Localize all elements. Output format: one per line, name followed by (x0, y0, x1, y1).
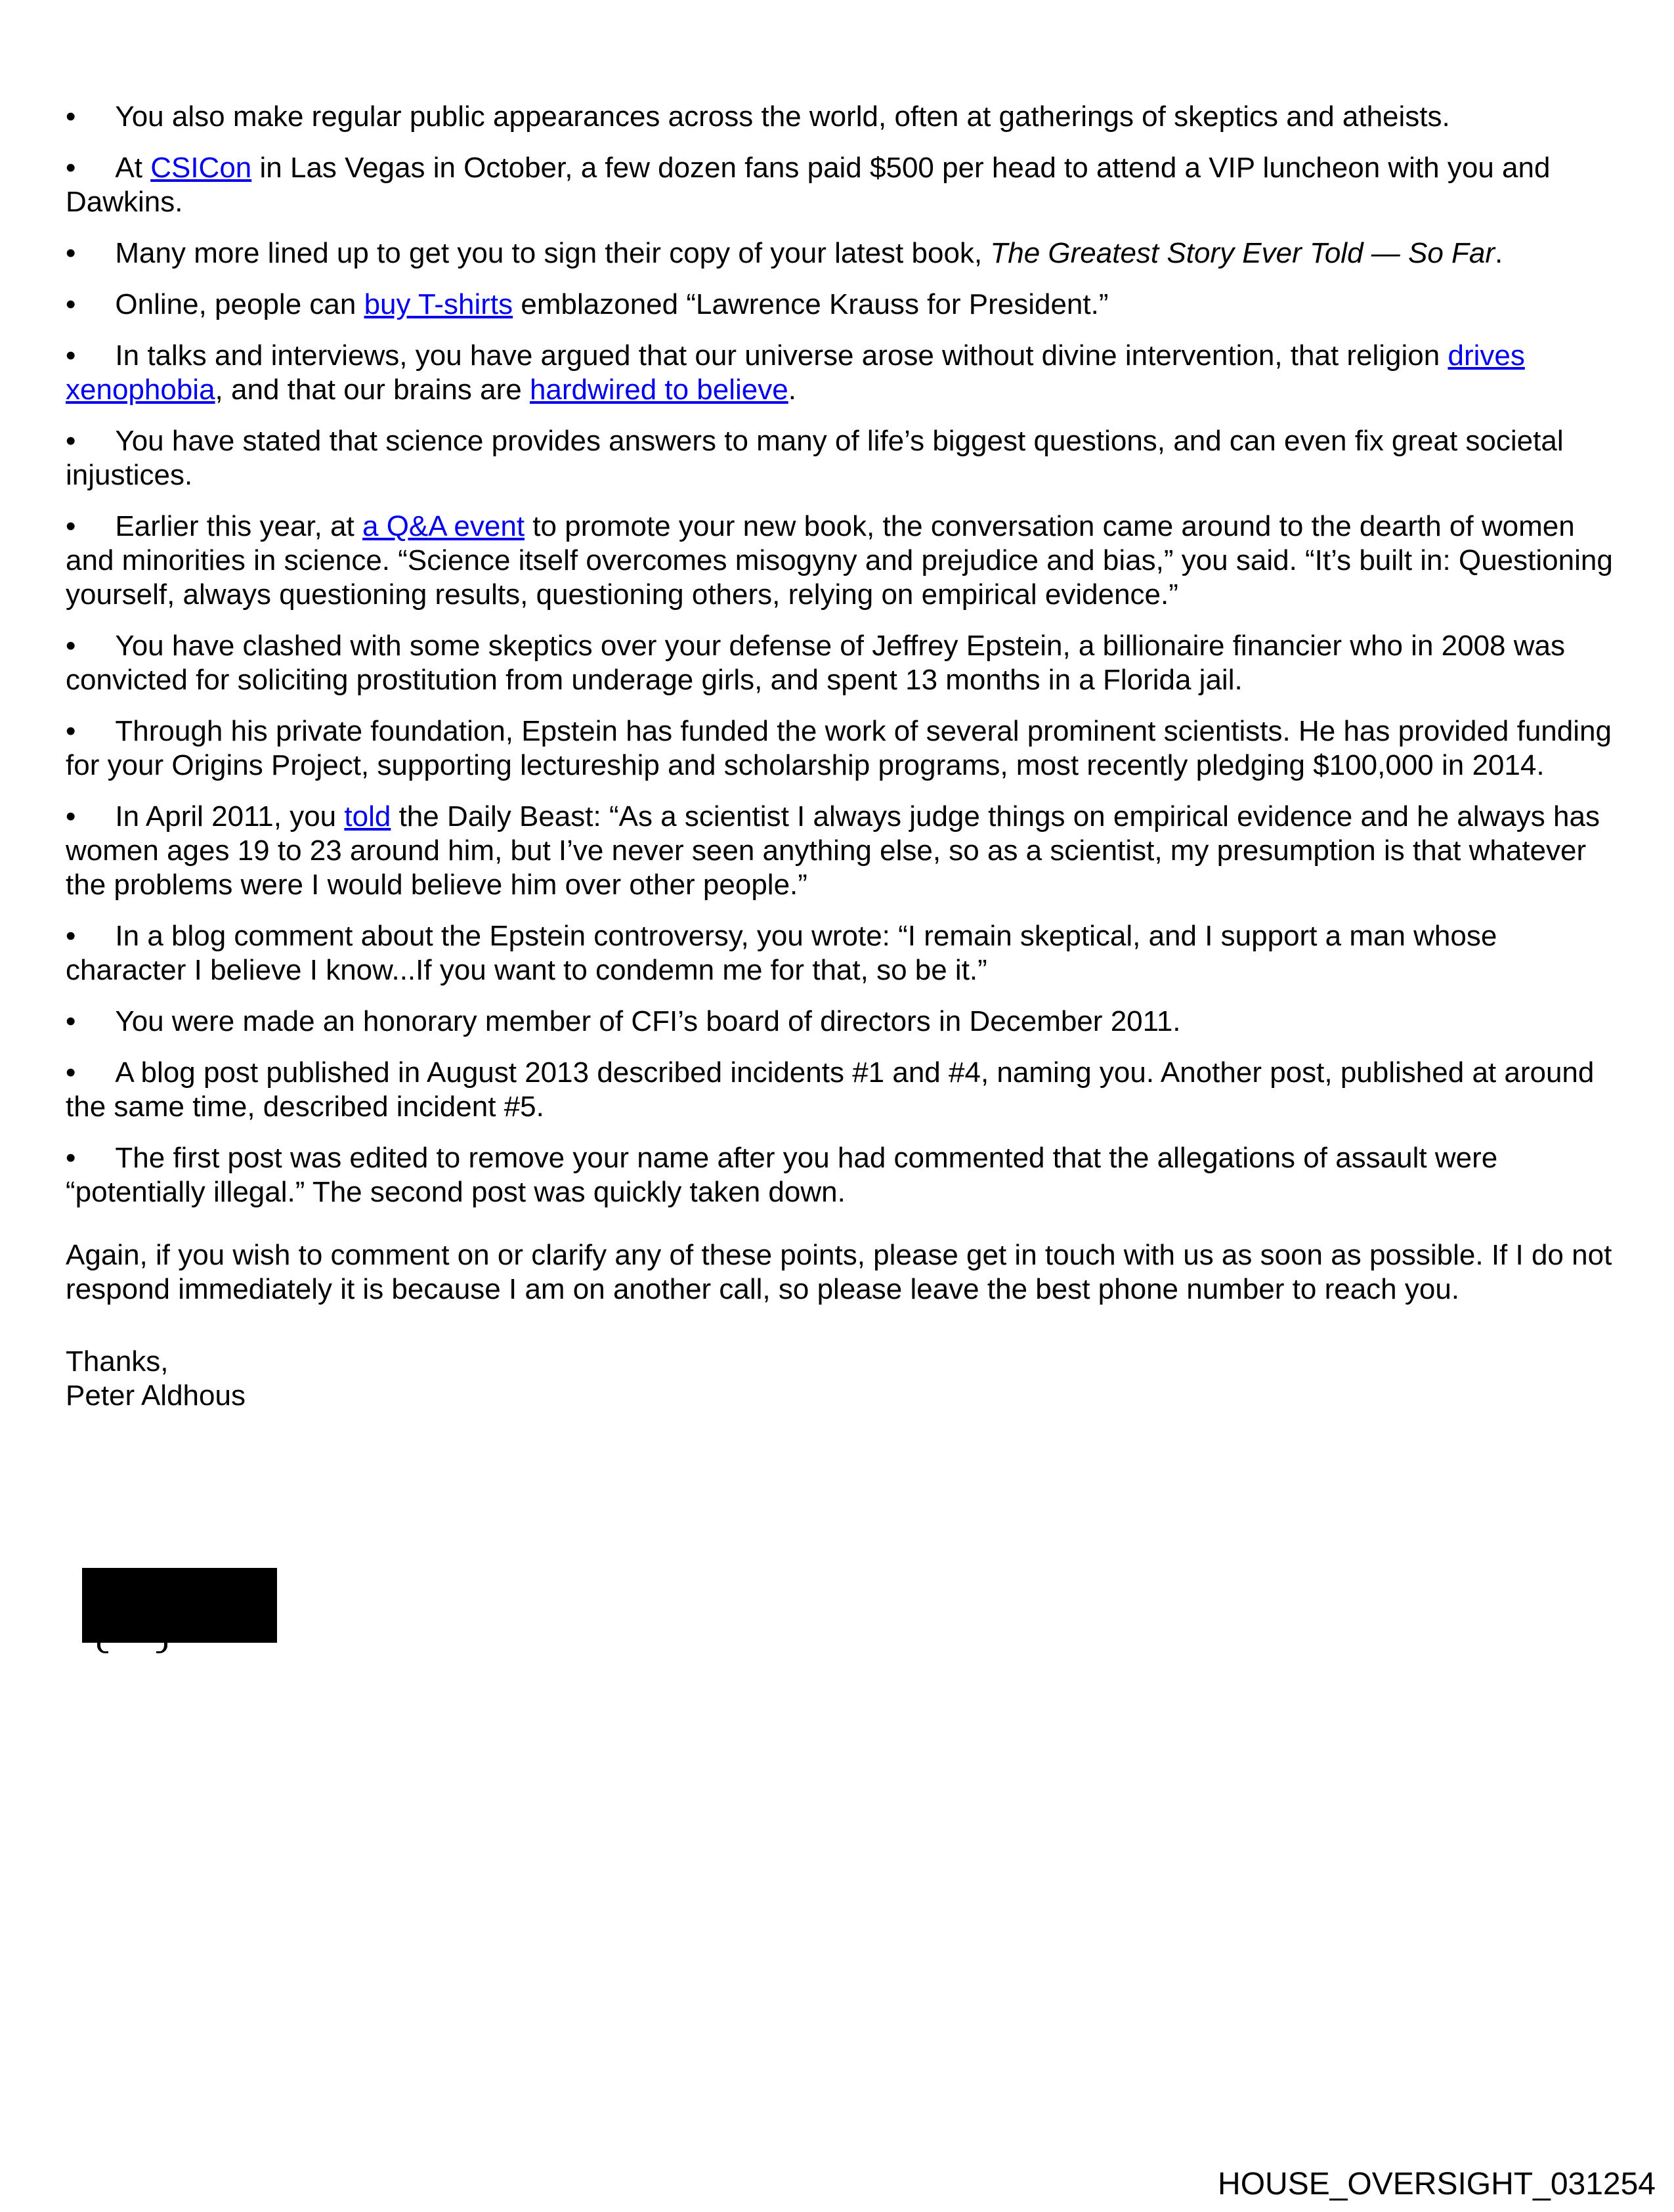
bullet-marker: • (66, 800, 76, 833)
bullet-item (66, 339, 1620, 407)
bullet-text (66, 510, 1613, 611)
bullet-text (66, 920, 1497, 986)
text-run: Through his private foundation, Epstein has funded the work of several prominent scientists. He has provided funding for your Origins Project, supporting lectureship and scholarship programs, most recently pledging $100,000 in 2014. (66, 715, 1612, 781)
text-run: In April 2011, you (115, 800, 345, 833)
bullet-text (66, 425, 1564, 491)
bullet-marker: • (66, 288, 76, 320)
bullet-marker: • (66, 1142, 76, 1174)
text-run: In talks and interviews, you have argued that our universe arose without divine intervention, that religion (115, 339, 1448, 372)
bullet-item (66, 1056, 1620, 1124)
text-run: emblazoned “Lawrence Krauss for President.” (513, 288, 1109, 320)
bullet-text (115, 100, 1449, 133)
link-told[interactable]: told (344, 800, 391, 833)
bullet-marker: • (66, 425, 76, 457)
text-run: . (1495, 237, 1503, 269)
text-run: You have stated that science provides answers to many of life’s biggest questions, and can even fix great societal injustices. (66, 425, 1564, 491)
redacted-phone-paren-right-fragment (156, 1641, 167, 1653)
bullet-text (115, 288, 1108, 320)
bullet-item (66, 288, 1620, 322)
bullet-item (66, 151, 1620, 219)
text-run: The Greatest Story Ever Told — So Far (990, 237, 1495, 269)
bullet-item (66, 714, 1620, 783)
redacted-phone-paren-left-fragment (97, 1641, 108, 1653)
letter-body (66, 100, 1620, 1413)
bullet-marker: • (66, 100, 76, 133)
bullet-marker: • (66, 630, 76, 662)
bullet-marker: • (66, 715, 76, 747)
bullet-text (66, 630, 1565, 696)
text-run: Many more lined up to get you to sign their copy of your latest book, (115, 237, 991, 269)
text-run: in Las Vegas in October, a few dozen fans paid $500 per head to attend a VIP luncheon with you and Dawkins. (66, 152, 1551, 218)
text-run: A blog post published in August 2013 described incidents #1 and #4, naming you. Another post, published at around the same time, described incident #5. (66, 1056, 1595, 1123)
bullet-item (66, 236, 1620, 271)
bullet-marker: • (66, 152, 76, 184)
signoff-thanks: Thanks, (66, 1345, 169, 1377)
signoff-block (66, 1345, 1620, 1413)
bullet-text (115, 237, 1503, 269)
bullet-text (115, 1005, 1180, 1037)
bullet-item (66, 100, 1620, 134)
bullet-item (66, 919, 1620, 987)
text-run: Online, people can (115, 288, 364, 320)
text-run: You have clashed with some skeptics over your defense of Jeffrey Epstein, a billionaire financier who in 2008 was convicted for soliciting prostitution from underage girls, and spent 13 months in a Florida jail. (66, 630, 1565, 696)
link-buy-t-shirts[interactable]: buy T-shirts (364, 288, 513, 320)
text-run: You were made an honorary member of CFI’s board of directors in December 2011. (115, 1005, 1181, 1037)
bullet-text (66, 800, 1600, 901)
redaction-box (82, 1568, 277, 1643)
text-run: At (115, 152, 151, 184)
bullet-item (66, 629, 1620, 697)
bullet-item (66, 424, 1620, 492)
closing-paragraph: Again, if you wish to comment on or clarify any of these points, please get in touch with us as soon as possible. If I do not respond immediately it is because I am on another call, so please leave the best phone number to reach you. (66, 1239, 1612, 1305)
text-run: . (788, 374, 796, 406)
bullet-text (66, 339, 1525, 406)
text-run: The first post was edited to remove your name after you had commented that the allegations of assault were “potentially illegal.” The second post was quickly taken down. (66, 1142, 1498, 1208)
bullet-text (66, 1056, 1594, 1123)
signoff-name: Peter Aldhous (66, 1379, 246, 1412)
link-qa-event[interactable]: a Q&A event (362, 510, 525, 542)
text-run: to promote your new book, the conversation came around to the dearth of women and minorities in science. “Science itself overcomes misogyny and prejudice and bias,” you said. “It’s built in: Questioning yourself, always questioning results, questioning others, relying on empirical evidence.” (66, 510, 1613, 611)
bullet-item (66, 800, 1620, 902)
bullet-marker: • (66, 1005, 76, 1037)
link-csicon[interactable]: CSICon (150, 152, 252, 184)
bullet-item (66, 510, 1620, 612)
bullet-text (66, 715, 1612, 781)
bullet-item (66, 1141, 1620, 1209)
bullet-text (66, 1142, 1497, 1208)
bullet-marker: • (66, 339, 76, 372)
link-drives-xenophobia[interactable]: drives xenophobia (66, 339, 1525, 406)
text-run: You also make regular public appearances across the world, often at gatherings of skeptics and atheists. (115, 100, 1450, 133)
text-run: the Daily Beast: “As a scientist I always judge things on empirical evidence and he always has women ages 19 to 23 around him, but I’ve never seen anything else, so as a scientist, my presumption is that whatever the problems were I would believe him over other people.” (66, 800, 1600, 901)
bates-stamp: HOUSE_OVERSIGHT_031254 (1218, 2167, 1656, 2201)
text-run: , and that our brains are (215, 374, 530, 406)
text-run: In a blog comment about the Epstein controversy, you wrote: “I remain skeptical, and I support a man whose character I believe I know...If you want to condemn me for that, so be it.” (66, 920, 1497, 986)
bullet-marker: • (66, 510, 76, 542)
bullet-text (66, 152, 1550, 218)
bullet-marker: • (66, 920, 76, 952)
bullet-marker: • (66, 237, 76, 269)
bullet-marker: • (66, 1056, 76, 1089)
bullet-item (66, 1005, 1620, 1039)
link-hardwired-to-believe[interactable]: hardwired to believe (529, 374, 788, 406)
text-run: Earlier this year, at (115, 510, 363, 542)
